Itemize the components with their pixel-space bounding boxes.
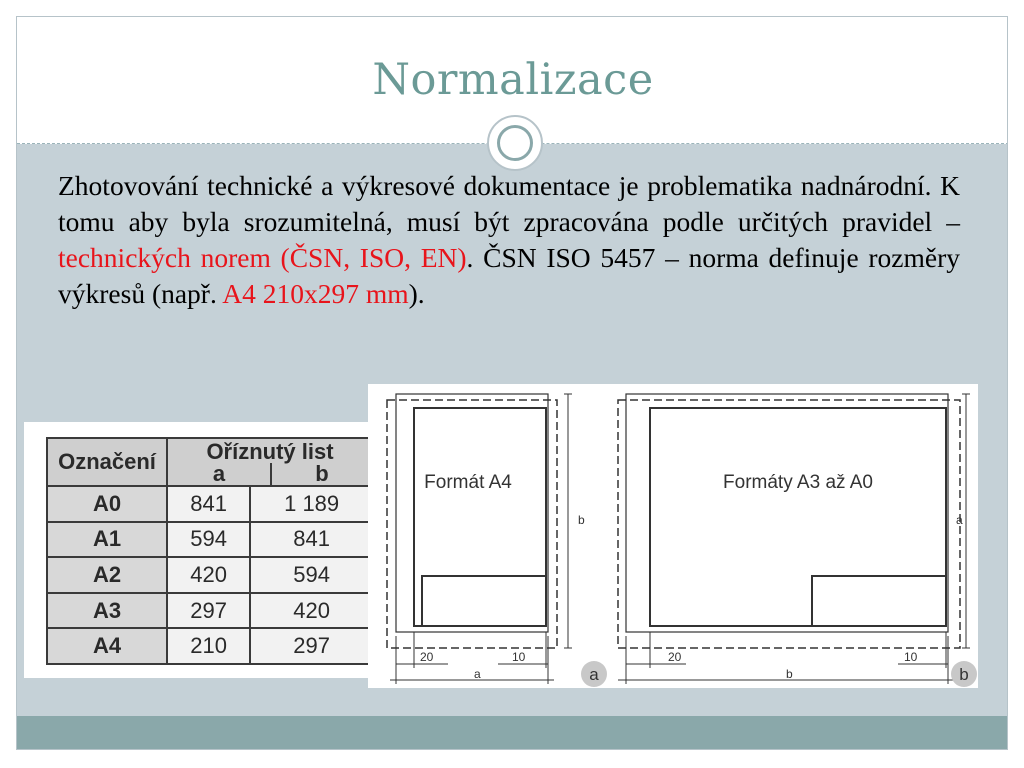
table-header-row: [47, 438, 373, 486]
a3-a0-title-block: [812, 576, 946, 626]
cell-designation: A1: [47, 522, 167, 558]
header-trimmed-sheet: [167, 438, 373, 486]
a4-badge-label: a: [589, 665, 599, 684]
a3-a0-format-label: Formáty A3 až A0: [723, 472, 873, 493]
cell-b: 420: [250, 593, 373, 629]
bottom-bar: [17, 716, 1008, 750]
a4-dim-width: a: [474, 667, 481, 681]
a3-a0-format-drawing: [618, 394, 970, 684]
a4-dim-20: 20: [420, 650, 434, 664]
drawing-format-figure: [368, 384, 978, 688]
a4-sheet-outline: [396, 394, 548, 632]
a3-a0-sheet-outline: [626, 394, 948, 632]
cell-designation: A4: [47, 628, 167, 664]
cell-a: 210: [167, 628, 250, 664]
circle-ornament-icon: [487, 115, 543, 171]
cell-b: 841: [250, 522, 373, 558]
a4-drawing-frame: [414, 408, 546, 626]
cell-b: 594: [250, 557, 373, 593]
cell-designation: A2: [47, 557, 167, 593]
a3-a0-dim-width: b: [786, 667, 793, 681]
circle-ornament-inner: [497, 125, 533, 161]
a4-trim-outline: [387, 400, 557, 648]
a3-a0-drawing-frame: [650, 408, 946, 626]
table-row: [47, 628, 373, 664]
header-designation: Označení: [47, 438, 167, 486]
format-diagram-svg: [368, 384, 978, 688]
a3-a0-dim-10: 10: [904, 650, 918, 664]
a4-title-block: [422, 576, 546, 626]
cell-b: 1 189: [250, 486, 373, 522]
table-row: [47, 486, 373, 522]
cell-a: 420: [167, 557, 250, 593]
table-row: [47, 522, 373, 558]
cell-designation: A0: [47, 486, 167, 522]
header-col-b: b: [270, 463, 372, 485]
cell-b: 297: [250, 628, 373, 664]
a4-dim-10: 10: [512, 650, 526, 664]
cell-designation: A3: [47, 593, 167, 629]
header-col-a: a: [212, 461, 226, 486]
table-row: [47, 557, 373, 593]
example-highlight: A4 210x297 mm: [222, 278, 409, 309]
slide-title: Normalizace: [372, 55, 654, 105]
norms-highlight: technických norem (ČSN, ISO, EN): [58, 242, 467, 273]
header-trimmed-sheet-label: Oříznutý list: [206, 439, 334, 464]
body-paragraph: [58, 168, 960, 312]
paragraph-middle: . ČSN ISO 5457 – norma definuje rozměry výkresů (např.: [58, 242, 960, 309]
a3-a0-trim-outline: [618, 400, 960, 648]
a3-a0-dim-20: 20: [668, 650, 682, 664]
sheet-size-table-image: [24, 422, 384, 678]
header-subcolumns: [168, 463, 372, 485]
a4-format-label: Formát A4: [424, 472, 512, 493]
cell-a: 297: [167, 593, 250, 629]
a4-dim-height: b: [578, 513, 585, 527]
a4-format-drawing: [387, 394, 572, 684]
cell-a: 841: [167, 486, 250, 522]
cell-a: 594: [167, 522, 250, 558]
paragraph-end: ).: [408, 278, 425, 309]
paragraph-intro: Zhotovování technické a výkresové dokumentace je problematika nadnárodní. K tomu aby byla srozumitelná, musí být zpracována podle určitých pravidel –: [58, 170, 960, 237]
a3-a0-badge-label: b: [959, 665, 969, 684]
a3-a0-dim-height: a: [956, 513, 963, 527]
sheet-size-table: [46, 437, 374, 665]
table-row: [47, 593, 373, 629]
